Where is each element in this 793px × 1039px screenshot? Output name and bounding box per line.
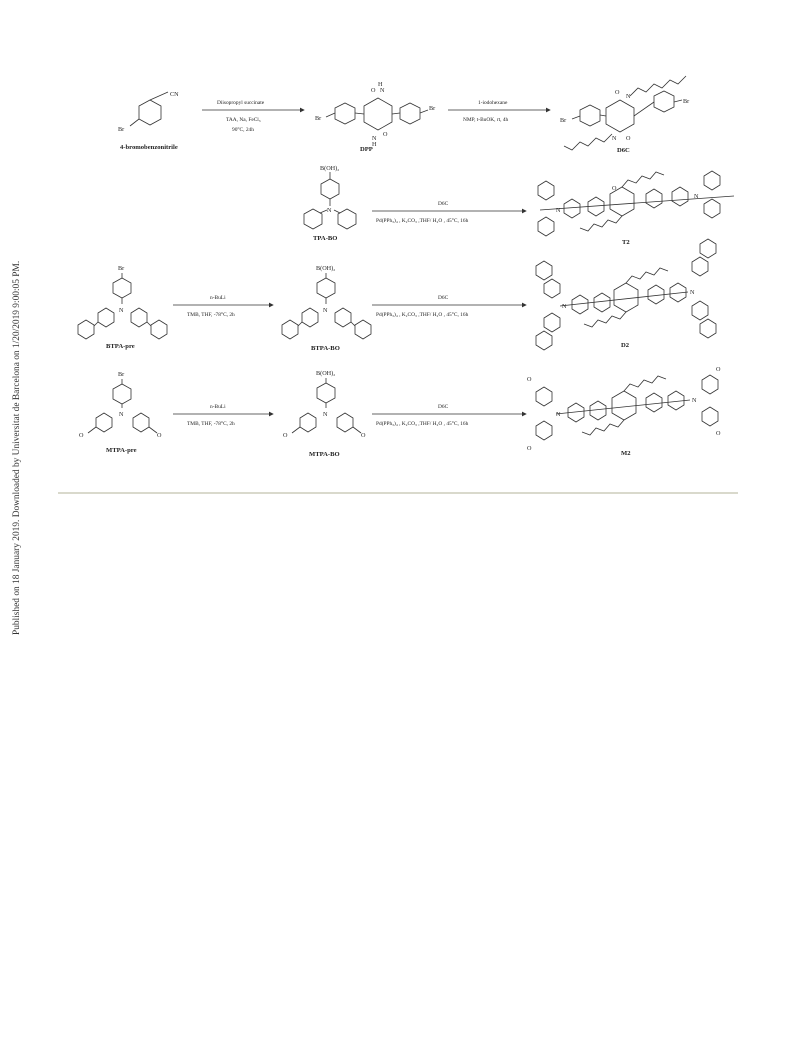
atom-n-d2-left: N bbox=[562, 303, 567, 310]
label-d2: D2 bbox=[621, 342, 630, 349]
atom-br-mtpa-pre: Br bbox=[118, 371, 125, 378]
atom-o-bot: O bbox=[383, 131, 388, 138]
structure-t2 bbox=[538, 171, 734, 236]
atom-n-t2-right: N bbox=[694, 193, 699, 200]
cond-step1-bot1: TAA, Na, FeCl₃ bbox=[226, 117, 261, 123]
atom-o-t2: O bbox=[612, 185, 617, 192]
cond-step2-bot: NMP, t-BuOK, rt, 4h bbox=[463, 117, 509, 123]
label-tpa-bo: TPA-BO bbox=[313, 235, 338, 242]
cond-step1-bot2: 90°C, 24h bbox=[232, 127, 254, 133]
atom-n-t2-left: N bbox=[556, 207, 561, 214]
cond-suzuki-bot-2: Pd(PPh₃)₄ , K₂CO₃ ,THF/ H₂O , 45°C, 16h bbox=[376, 312, 469, 318]
atom-n-btpa-bo: N bbox=[323, 307, 328, 314]
atom-h-top: H bbox=[378, 81, 383, 88]
cond-step1-top: Diisopropyl succinate bbox=[217, 100, 265, 106]
atom-o-top: O bbox=[371, 87, 376, 94]
atom-o-mtpa-bo-right: O bbox=[361, 432, 366, 439]
cond-lith-top-2: n-BuLi bbox=[210, 404, 226, 410]
atom-br-btpa-pre: Br bbox=[118, 265, 125, 272]
cond-step2-top: 1-iodohexane bbox=[478, 100, 508, 106]
cond-lith-bot-2: TMB, THF, -78°C, 2h bbox=[187, 421, 235, 427]
cond-suzuki-bot-1: Pd(PPh₃)₄ , K₂CO₃ ,THF/ H₂O , 45°C, 16h bbox=[376, 218, 469, 224]
atom-o-mtpa-pre-left: O bbox=[79, 432, 84, 439]
atom-n-d6c-top: N bbox=[626, 93, 631, 100]
label-d6c: D6C bbox=[617, 147, 630, 154]
atom-br-left: Br bbox=[315, 115, 322, 122]
atom-n-m2-right: N bbox=[692, 397, 697, 404]
label-t2: T2 bbox=[622, 239, 630, 246]
structure-m2 bbox=[527, 366, 721, 452]
atom-n-d6c-bot: N bbox=[612, 135, 617, 142]
section-divider bbox=[58, 492, 738, 494]
cond-suzuki-bot-3: Pd(PPh₃)₄ , K₂CO₃ ,THF/ H₂O , 45°C, 16h bbox=[376, 421, 469, 427]
label-m2: M2 bbox=[621, 450, 631, 457]
atom-n-top: N bbox=[380, 87, 385, 94]
structure-tpa-bo bbox=[304, 165, 356, 229]
structure-d2 bbox=[536, 239, 716, 350]
atom-boh2-mtpa: B(OH)₂ bbox=[316, 370, 336, 377]
atom-o-m2-br: O bbox=[716, 430, 721, 437]
atom-o-d6c-top: O bbox=[615, 89, 620, 96]
atom-br-d6c-left: Br bbox=[560, 117, 567, 124]
download-notice-text: Published on 18 January 2019. Downloaded by Universitat de Barcelona on 1/20/2019 9:00:05 PM. bbox=[12, 260, 22, 635]
atom-n-btpa-pre: N bbox=[119, 307, 124, 314]
atom-n-d2-right: N bbox=[690, 289, 695, 296]
atom-br-right: Br bbox=[429, 105, 436, 112]
atom-boh2-btpa: B(OH)₂ bbox=[316, 265, 336, 272]
structure-mtpa-pre bbox=[79, 371, 162, 439]
atom-n-m2-left: N bbox=[556, 411, 561, 418]
atom-n-mtpa-bo: N bbox=[323, 411, 328, 418]
label-btpa-bo: BTPA-BO bbox=[311, 345, 340, 352]
structure-d6c bbox=[560, 76, 689, 150]
atom-o-d6c-bot: O bbox=[626, 135, 631, 142]
atom-n-mtpa-pre: N bbox=[119, 411, 124, 418]
atom-h-bot: H bbox=[372, 141, 377, 148]
label-mtpa-bo: MTPA-BO bbox=[309, 451, 340, 458]
atom-n-tpa: N bbox=[327, 207, 332, 214]
label-4-bromobenzonitrile: 4-bromobenzonitrile bbox=[120, 144, 178, 151]
label-btpa-pre: BTPA-pre bbox=[106, 343, 135, 350]
atom-o-m2-bl: O bbox=[527, 445, 532, 452]
structure-mtpa-bo bbox=[283, 370, 366, 439]
atom-o-m2-tr: O bbox=[716, 366, 721, 373]
cond-suzuki-top-1: D6C bbox=[438, 201, 449, 207]
structure-dpp bbox=[315, 81, 435, 148]
structure-btpa-pre bbox=[78, 265, 167, 339]
cond-lith-bot-1: TMB, THF, -78°C, 2h bbox=[187, 312, 235, 318]
atom-cn: CN bbox=[170, 91, 179, 98]
cond-lith-top-1: n-BuLi bbox=[210, 295, 226, 301]
atom-br-d6c-right: Br bbox=[683, 98, 690, 105]
structure-4-bromobenzonitrile bbox=[118, 91, 179, 133]
atom-boh2-tpa: B(OH)₂ bbox=[320, 165, 340, 172]
atom-o-mtpa-bo-left: O bbox=[283, 432, 288, 439]
cond-suzuki-top-3: D6C bbox=[438, 404, 449, 410]
atom-o-mtpa-pre-right: O bbox=[157, 432, 162, 439]
label-dpp: DPP bbox=[360, 146, 373, 153]
atom-n-bot: N bbox=[372, 135, 377, 142]
structure-btpa-bo bbox=[282, 265, 371, 339]
atom-br: Br bbox=[118, 126, 125, 133]
cond-suzuki-top-2: D6C bbox=[438, 295, 449, 301]
atom-o-m2-tl: O bbox=[527, 376, 532, 383]
label-mtpa-pre: MTPA-pre bbox=[106, 447, 137, 454]
